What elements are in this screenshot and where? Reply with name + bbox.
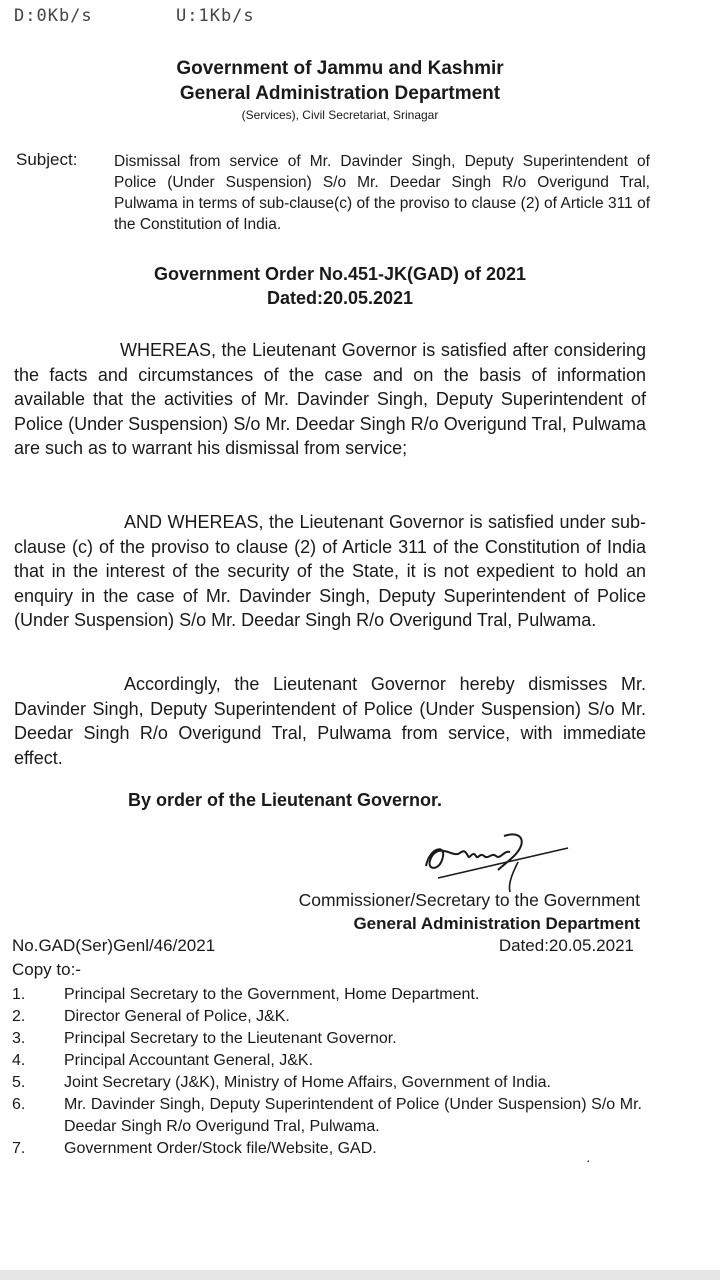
- list-item-text: Principal Secretary to the Lieutenant Governor.: [64, 1030, 397, 1047]
- list-item: [12, 984, 642, 1006]
- subject-text: Dismissal from service of Mr. Davinder Singh, Deputy Superintendent of Police (Under Suspension) S/o Mr. Deedar Singh R/o Overigund Tral, Pulwama in terms of sub-clause(c) of the proviso to clause (2) of Article 311 of the Constitution of India.: [114, 153, 650, 233]
- list-item-text: Mr. Davinder Singh, Deputy Superintendent of Police (Under Suspension) S/o Mr. Deedar Singh R/o Overigund Tral, Pulwama.: [64, 1096, 642, 1135]
- list-item-number: 4.: [12, 1052, 26, 1069]
- list-item-number: 5.: [12, 1074, 26, 1091]
- list-item: [12, 1006, 642, 1028]
- list-item-number: 6.: [12, 1096, 26, 1113]
- list-item-number: 7.: [12, 1140, 26, 1157]
- status-bar: [0, 0, 720, 36]
- list-item-text: Principal Accountant General, J&K.: [64, 1052, 314, 1069]
- order-date: Dated:20.05.2021: [266, 288, 414, 308]
- list-item-number: 2.: [12, 1008, 26, 1025]
- by-order-line: By order of the Lieutenant Governor.: [128, 790, 443, 810]
- list-item: [12, 1072, 642, 1094]
- document-page: [0, 36, 720, 1270]
- list-item-text: Director General of Police, J&K.: [64, 1008, 290, 1025]
- paragraph-whereas: WHEREAS, the Lieutenant Governor is satisfied after considering the facts and circumstances of the case and on the basis of information available that the activities of Mr. Davinder Singh, Deputy Superintendent of Police (Under Suspension) S/o Mr. Deedar Singh R/o Overigund Tral, Pulwama are such as to warrant his dismissal from service;: [14, 340, 646, 458]
- download-speed: D:0Kb/s: [14, 6, 93, 26]
- subject-label: Subject:: [16, 150, 78, 169]
- reference-number: No.GAD(Ser)Genl/46/2021: [12, 936, 216, 955]
- list-item-number: 3.: [12, 1030, 26, 1047]
- list-item-number: 1.: [12, 986, 26, 1003]
- copy-to-label: Copy to:-: [12, 960, 81, 979]
- reference-date: Dated:20.05.2021: [498, 936, 634, 955]
- list-item-text: Joint Secretary (J&K), Ministry of Home Affairs, Government of India.: [64, 1074, 551, 1091]
- stray-mark: ·: [586, 1152, 591, 1168]
- letterhead-address: (Services), Civil Secretariat, Srinagar: [241, 108, 439, 122]
- list-item: [12, 1094, 642, 1138]
- list-item: [12, 1138, 642, 1160]
- copy-to-list: [12, 984, 642, 1160]
- order-title: Government Order No.451-JK(GAD) of 2021: [153, 264, 527, 284]
- list-item-text: Principal Secretary to the Government, Home Department.: [64, 986, 480, 1003]
- bottom-band: [0, 1270, 720, 1280]
- paragraph-accordingly: Accordingly, the Lieutenant Governor hereby dismisses Mr. Davinder Singh, Deputy Superintendent of Police (Under Suspension) S/o Mr. Deedar Singh R/o Overigund Tral, Pulwama from service, with immediate effect.: [14, 674, 646, 768]
- letterhead-government: Government of Jammu and Kashmir: [176, 58, 504, 79]
- list-item: [12, 1028, 642, 1050]
- letterhead-department: General Administration Department: [179, 83, 501, 104]
- paragraph-and-whereas: AND WHEREAS, the Lieutenant Governor is satisfied under sub-clause (c) of the proviso to clause (2) of Article 311 of the Constitution of India that in the interest of the security of the State, it is not expedient to hold an enquiry in the case of Mr. Davinder Singh, Deputy Superintendent of Police (Under Suspension) S/o Mr. Deedar Singh R/o Overigund Tral, Pulwama.: [14, 512, 646, 630]
- upload-speed: U:1Kb/s: [176, 6, 255, 26]
- signatory-title: Commissioner/Secretary to the Government: [298, 890, 640, 910]
- list-item-text: Government Order/Stock file/Website, GAD.: [64, 1140, 377, 1157]
- signatory-department: General Administration Department: [353, 914, 640, 933]
- list-item: [12, 1050, 642, 1072]
